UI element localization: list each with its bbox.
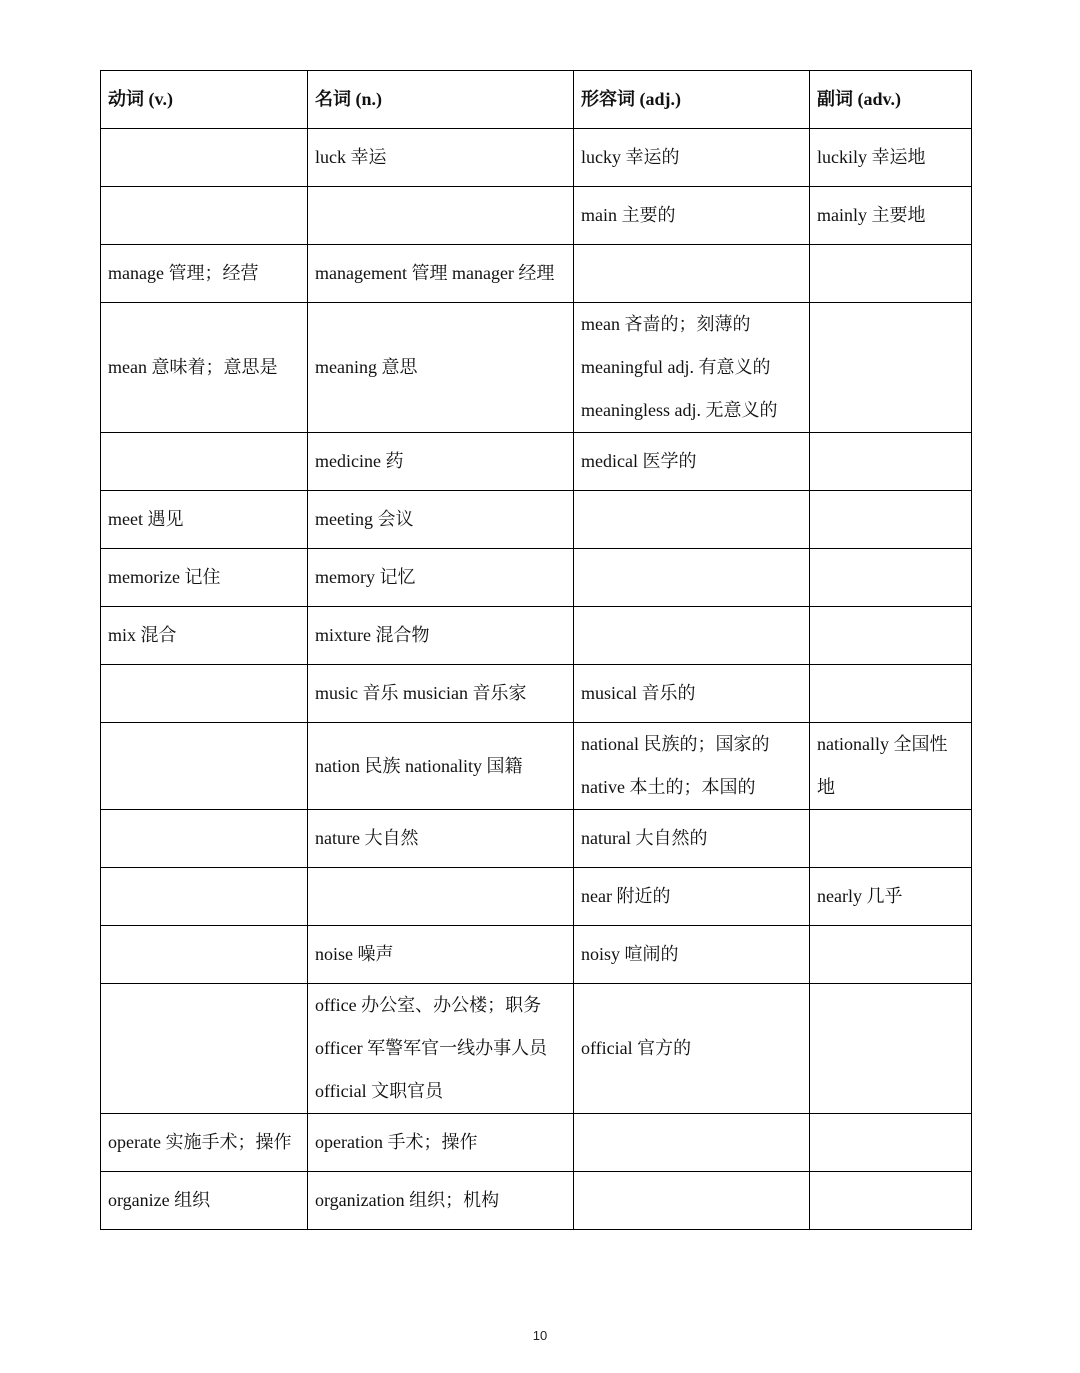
verb-cell	[101, 491, 308, 549]
cell-line: official 文职官员	[315, 1081, 444, 1101]
cell-line: operation 手术；操作	[315, 1132, 478, 1152]
noun-cell	[308, 303, 574, 433]
cell-line: nationally 全国性	[817, 734, 948, 754]
cell-line: manage 管理；经营	[108, 263, 259, 283]
cell-line: mean 意味着；意思是	[108, 357, 278, 377]
cell-line: native 本土的；本国的	[581, 777, 756, 797]
adverb-cell	[810, 723, 972, 810]
cell-line: memory 记忆	[315, 567, 416, 587]
cell-line: near 附近的	[581, 886, 671, 906]
cell-line: meeting 会议	[315, 509, 414, 529]
noun-cell	[308, 984, 574, 1114]
noun-cell	[308, 1114, 574, 1172]
adjective-cell	[574, 868, 810, 926]
header-adjective: 形容词 (adj.)	[574, 71, 810, 129]
adverb-cell	[810, 129, 972, 187]
table-row	[101, 665, 972, 723]
verb-cell	[101, 607, 308, 665]
adverb-cell	[810, 926, 972, 984]
adjective-cell	[574, 984, 810, 1114]
cell-line: music 音乐 musician 音乐家	[315, 683, 527, 703]
adjective-cell	[574, 1114, 810, 1172]
header-noun: 名词 (n.)	[308, 71, 574, 129]
verb-cell	[101, 984, 308, 1114]
table-row	[101, 1172, 972, 1230]
table-row	[101, 433, 972, 491]
table-row	[101, 868, 972, 926]
table-row	[101, 187, 972, 245]
verb-cell	[101, 1172, 308, 1230]
header-adverb: 副词 (adv.)	[810, 71, 972, 129]
adjective-cell	[574, 810, 810, 868]
noun-cell	[308, 1172, 574, 1230]
cell-line: meaning 意思	[315, 357, 418, 377]
adjective-cell	[574, 187, 810, 245]
adjective-cell	[574, 607, 810, 665]
verb-cell	[101, 926, 308, 984]
cell-line: officer 军警军官一线办事人员	[315, 1038, 548, 1058]
adjective-cell	[574, 549, 810, 607]
verb-cell	[101, 665, 308, 723]
adverb-cell	[810, 665, 972, 723]
adjective-cell	[574, 1172, 810, 1230]
adjective-cell	[574, 665, 810, 723]
verb-cell	[101, 868, 308, 926]
cell-line: meaningful adj. 有意义的	[581, 357, 771, 377]
noun-cell	[308, 129, 574, 187]
cell-line: memorize 记住	[108, 567, 221, 587]
cell-line: mainly 主要地	[817, 205, 926, 225]
verb-cell	[101, 433, 308, 491]
noun-cell	[308, 187, 574, 245]
adverb-cell	[810, 1114, 972, 1172]
adverb-cell	[810, 187, 972, 245]
cell-line: 地	[817, 777, 835, 797]
table-row	[101, 984, 972, 1114]
cell-line: natural 大自然的	[581, 828, 708, 848]
adverb-cell	[810, 549, 972, 607]
adverb-cell	[810, 810, 972, 868]
word-forms-table	[100, 70, 972, 1230]
header-verb: 动词 (v.)	[101, 71, 308, 129]
page-number: 10	[532, 1328, 548, 1343]
noun-cell	[308, 926, 574, 984]
cell-line: noise 噪声	[315, 944, 394, 964]
cell-line: lucky 幸运的	[581, 147, 680, 167]
table-row	[101, 926, 972, 984]
table-row	[101, 303, 972, 433]
noun-cell	[308, 491, 574, 549]
cell-line: operate 实施手术；操作	[108, 1132, 292, 1152]
cell-line: musical 音乐的	[581, 683, 696, 703]
noun-cell	[308, 665, 574, 723]
noun-cell	[308, 433, 574, 491]
verb-cell	[101, 1114, 308, 1172]
table-row	[101, 549, 972, 607]
noun-cell	[308, 607, 574, 665]
cell-line: nation 民族 nationality 国籍	[315, 755, 523, 776]
cell-line: management 管理 manager 经理	[315, 263, 555, 283]
adjective-cell	[574, 723, 810, 810]
verb-cell	[101, 245, 308, 303]
adjective-cell	[574, 303, 810, 433]
cell-line: organize 组织	[108, 1190, 211, 1210]
cell-line: mixture 混合物	[315, 625, 430, 645]
adverb-cell	[810, 433, 972, 491]
noun-cell	[308, 723, 574, 810]
adverb-cell	[810, 984, 972, 1114]
adverb-cell	[810, 303, 972, 433]
cell-line: nature 大自然	[315, 828, 419, 848]
adjective-cell	[574, 433, 810, 491]
adjective-cell	[574, 491, 810, 549]
cell-line: office 办公室、办公楼；职务	[315, 995, 542, 1015]
cell-line: meet 遇见	[108, 509, 184, 529]
cell-line: noisy 喧闹的	[581, 944, 679, 964]
verb-cell	[101, 549, 308, 607]
cell-line: main 主要的	[581, 205, 676, 225]
noun-cell	[308, 810, 574, 868]
adverb-cell	[810, 491, 972, 549]
noun-cell	[308, 868, 574, 926]
table-header-row	[101, 71, 972, 129]
cell-line: mix 混合	[108, 625, 177, 645]
verb-cell	[101, 129, 308, 187]
table-row	[101, 607, 972, 665]
table-row	[101, 491, 972, 549]
cell-line: official 官方的	[581, 1038, 692, 1058]
cell-line: organization 组织；机构	[315, 1190, 500, 1210]
cell-line: medical 医学的	[581, 451, 697, 471]
cell-line: nearly 几乎	[817, 886, 903, 906]
table-row	[101, 129, 972, 187]
cell-line: luckily 幸运地	[817, 147, 926, 167]
adverb-cell	[810, 245, 972, 303]
adjective-cell	[574, 245, 810, 303]
cell-line: mean 吝啬的；刻薄的	[581, 314, 751, 334]
adjective-cell	[574, 926, 810, 984]
table-body	[101, 129, 972, 1230]
noun-cell	[308, 549, 574, 607]
adverb-cell	[810, 868, 972, 926]
table-row	[101, 245, 972, 303]
table-row	[101, 810, 972, 868]
adverb-cell	[810, 1172, 972, 1230]
adjective-cell	[574, 129, 810, 187]
table-row	[101, 1114, 972, 1172]
verb-cell	[101, 723, 308, 810]
cell-line: medicine 药	[315, 451, 404, 471]
cell-line: luck 幸运	[315, 147, 387, 167]
noun-cell	[308, 245, 574, 303]
cell-line: national 民族的；国家的	[581, 734, 770, 754]
cell-line: meaningless adj. 无意义的	[581, 400, 778, 420]
verb-cell	[101, 187, 308, 245]
table-row	[101, 723, 972, 810]
verb-cell	[101, 303, 308, 433]
verb-cell	[101, 810, 308, 868]
adverb-cell	[810, 607, 972, 665]
